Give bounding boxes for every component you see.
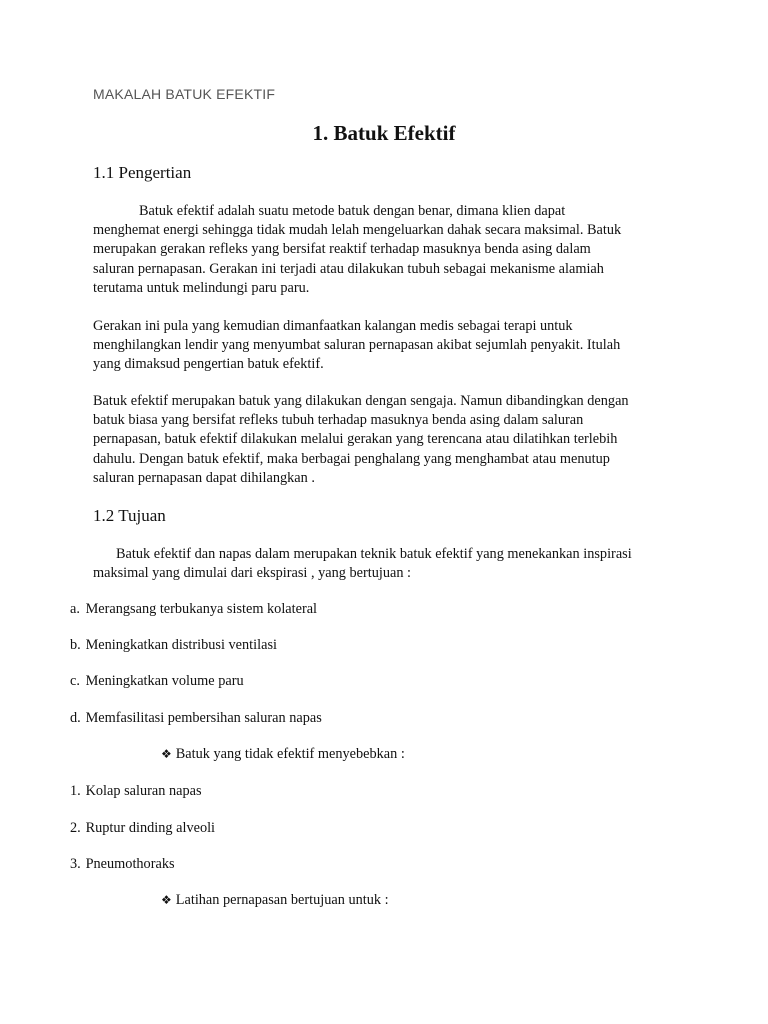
list-item — [70, 601, 317, 618]
text-line: dahulu. Dengan batuk efektif, maka berbagai penghalang yang menghambat atau menutup — [93, 450, 610, 467]
text-line: terutama untuk melindungi paru paru. — [93, 279, 310, 296]
text-line: saluran pernapasan. Gerakan ini terjadi atau dilakukan tubuh sebagai mekanisme alamiah — [93, 260, 604, 277]
list-marker: d. — [70, 710, 81, 726]
text-line: merupakan gerakan refleks yang bersifat reaktif terhadap masuknya benda asing dalam — [93, 241, 591, 258]
document-title-text: 1. Batuk Efektif — [312, 121, 456, 145]
document-header: MAKALAH BATUK EFEKTIF — [93, 86, 276, 102]
list-item — [70, 820, 215, 837]
paragraph-pengertian-1 — [93, 202, 693, 298]
list-item-text: Kolap saluran napas — [85, 783, 202, 799]
text-line: saluran pernapasan dapat dihilangkan . — [93, 469, 315, 486]
list-item — [70, 856, 175, 873]
document-title — [0, 121, 768, 146]
list-item-text: Meningkatkan volume paru — [85, 673, 244, 689]
text-line: Batuk efektif merupakan batuk yang dilakukan dengan sengaja. Namun dibandingkan dengan — [93, 393, 629, 409]
text-line: menghemat energi sehingga tidak mudah lelah mengeluarkan dahak secara maksimal. Batuk — [93, 222, 622, 239]
list-marker: 2. — [70, 820, 81, 836]
diamond-bullet-item — [161, 892, 389, 909]
section-heading-tujuan: 1.2 Tujuan — [93, 506, 166, 525]
text-line: menghilangkan lendir yang menyumbat saluran pernapasan akibat sejumlah penyakit. Itulah — [93, 337, 621, 354]
diamond-bullet-icon: ❖ — [161, 747, 172, 761]
list-marker: a. — [70, 601, 80, 617]
list-item-text: Memfasilitasi pembersihan saluran napas — [85, 710, 322, 726]
list-item — [70, 673, 244, 690]
list-item — [70, 637, 277, 654]
bullet-text: Batuk yang tidak efektif menyebebkan : — [175, 746, 405, 762]
text-line: Batuk efektif adalah suatu metode batuk dengan benar, dimana klien dapat — [139, 203, 566, 219]
list-marker: 3. — [70, 856, 81, 872]
list-item — [70, 710, 322, 727]
list-item-text: Ruptur dinding alveoli — [85, 820, 216, 836]
text-line: Batuk efektif dan napas dalam merupakan teknik batuk efektif yang menekankan inspirasi — [116, 546, 632, 562]
text-line: maksimal yang dimulai dari ekspirasi , yang bertujuan : — [93, 565, 412, 582]
list-item — [70, 783, 202, 800]
diamond-bullet-icon: ❖ — [161, 893, 172, 907]
list-item-text: Pneumothoraks — [85, 856, 175, 872]
text-line: pernapasan, batuk efektif dilakukan melalui gerakan yang terencana atau dilatihkan terlebih — [93, 431, 618, 448]
bullet-text: Latihan pernapasan bertujuan untuk : — [175, 892, 389, 908]
paragraph-pengertian-2 — [93, 317, 693, 375]
list-item-text: Meningkatkan distribusi ventilasi — [85, 637, 277, 653]
text-line: yang dimaksud pengertian batuk efektif. — [93, 356, 324, 373]
paragraph-pengertian-3 — [93, 392, 693, 488]
diamond-bullet-item — [161, 746, 405, 763]
paragraph-tujuan-intro — [93, 545, 693, 583]
list-item-text: Merangsang terbukanya sistem kolateral — [85, 601, 318, 617]
text-line: Gerakan ini pula yang kemudian dimanfaatkan kalangan medis sebagai terapi untuk — [93, 318, 573, 334]
list-marker: c. — [70, 673, 80, 689]
list-marker: 1. — [70, 783, 81, 799]
section-heading-pengertian: 1.1 Pengertian — [93, 163, 192, 182]
list-marker: b. — [70, 637, 81, 653]
text-line: batuk biasa yang bersifat refleks tubuh terhadap masuknya benda asing dalam saluran — [93, 412, 584, 429]
